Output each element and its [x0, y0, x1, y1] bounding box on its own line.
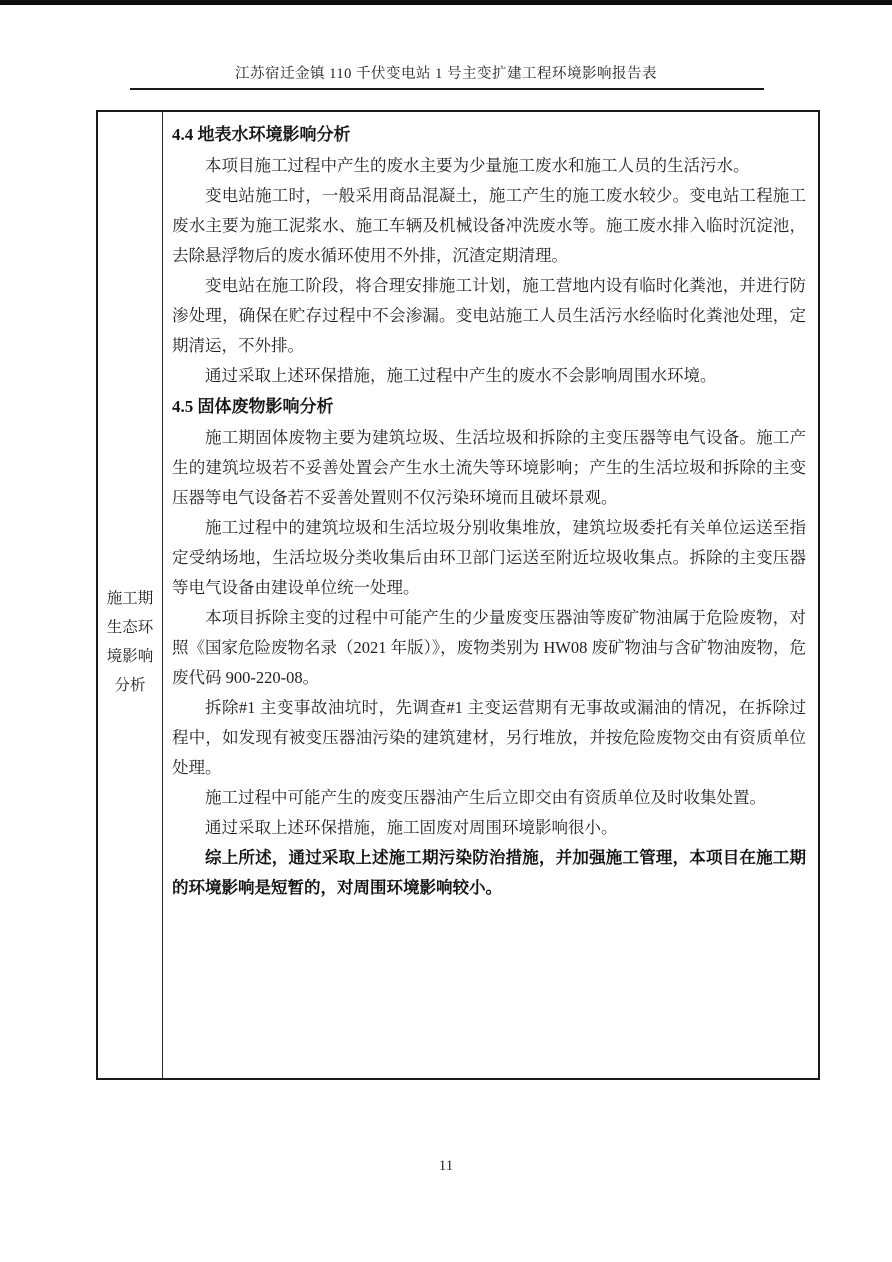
header-divider [130, 88, 764, 90]
document-header-title: 江苏宿迁金镇 110 千伏变电站 1 号主变扩建工程环境影响报告表 [235, 66, 657, 82]
report-table [96, 110, 820, 1080]
scan-edge-artifact [0, 0, 892, 5]
paragraph-oil-pit-demolition: 拆除#1 主变事故油坑时，先调查#1 主变运营期有无事故或漏油的情况，在拆除过程中，如发现有被变压器油污染的建筑建材，另行堆放，并按危险废物交由有资质单位处理。 [172, 698, 806, 777]
paragraph-septic-tank: 变电站在施工阶段，将合理安排施工计划，施工营地内设有临时化粪池，并进行防渗处理，确保在贮存过程中不会渗漏。变电站施工人员生活污水经临时化粪池处理，定期清运，不外排。 [172, 276, 806, 355]
row-label-cell [98, 112, 163, 1078]
page-footer [0, 1158, 892, 1175]
section-heading-solid-waste: 4.5 固体废物影响分析 [172, 397, 334, 416]
paragraph-waste-collection: 施工过程中的建筑垃圾和生活垃圾分别收集堆放，建筑垃圾委托有关单位运送至指定受纳场地，生活垃圾分类收集后由环卫部门运送至附近垃圾收集点。拆除的主变压器等电气设备由建设单位统一处理。 [172, 518, 806, 597]
row-label: 施工期生态环境影响分析 [106, 590, 154, 694]
paragraph-construction-wastewater: 变电站施工时，一般采用商品混凝土，施工产生的施工废水较少。变电站工程施工废水主要为施工泥浆水、施工车辆及机械设备冲洗废水等。施工废水排入临时沉淀池，去除悬浮物后的废水循环使用不外排，沉渣定期清理。 [172, 186, 806, 265]
paragraph-hazardous-waste-code: 本项目拆除主变的过程中可能产生的少量废变压器油等废矿物油属于危险废物，对照《国家危险废物名录（2021 年版）》，废物类别为 HW08 废矿物油与含矿物油废物，危废代码 900-220-08。 [172, 608, 806, 687]
paragraph-solid-waste-overview: 施工期固体废物主要为建筑垃圾、生活垃圾和拆除的主变压器等电气设备。施工产生的建筑垃圾若不妥善处置会产生水土流失等环境影响；产生的生活垃圾和拆除的主变压器等电气设备若不妥善处置则不仅污染环境而且破坏景观。 [172, 428, 806, 507]
page-number: 11 [438, 1158, 454, 1174]
content-cell [163, 112, 818, 1078]
section-heading-surface-water: 4.4 地表水环境影响分析 [172, 125, 351, 144]
paragraph-solid-waste-conclusion: 通过采取上述环保措施，施工固废对周围环境影响很小。 [205, 818, 618, 837]
paragraph-overall-conclusion: 综上所述，通过采取上述施工期污染防治措施，并加强施工管理，本项目在施工期的环境影响是短暂的，对周围环境影响较小。 [172, 848, 806, 897]
paragraph-water-conclusion: 通过采取上述环保措施，施工过程中产生的废水不会影响周围水环境。 [205, 366, 717, 385]
paragraph-waste-oil-disposal: 施工过程中可能产生的废变压器油产生后立即交由有资质单位及时收集处置。 [205, 788, 766, 807]
paragraph-wastewater-overview: 本项目施工过程中产生的废水主要为少量施工废水和施工人员的生活污水。 [205, 156, 750, 175]
